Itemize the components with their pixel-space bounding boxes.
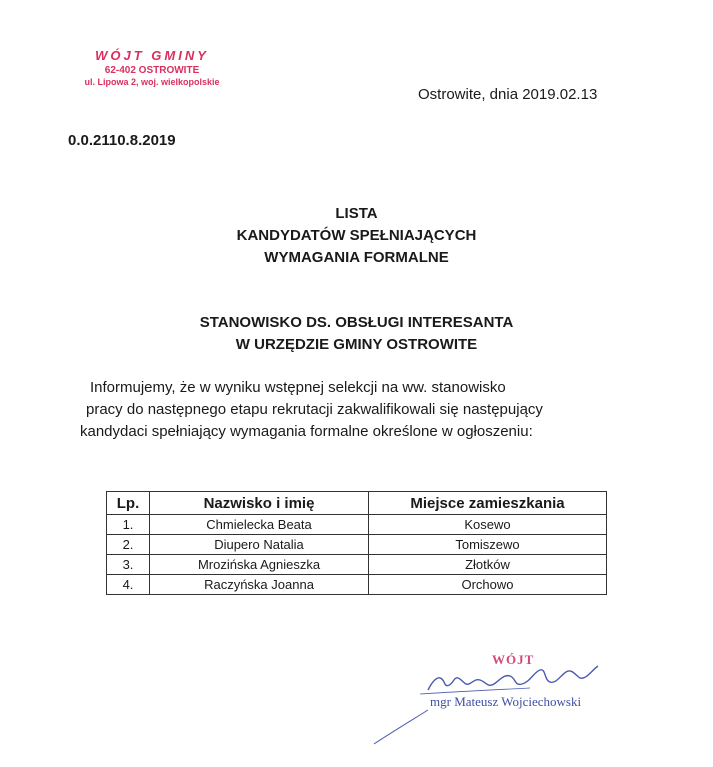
row-number: 1. xyxy=(107,515,150,535)
header-residence: Miejsce zamieszkania xyxy=(369,492,607,515)
title-line-2: KANDYDATÓW SPEŁNIAJĄCYCH xyxy=(236,227,477,244)
row-name: Raczyńska Joanna xyxy=(150,575,369,595)
row-residence: Złotków xyxy=(369,555,607,575)
row-number: 2. xyxy=(107,535,150,555)
title-line-1: LISTA xyxy=(335,205,378,222)
table-row xyxy=(107,515,607,535)
row-residence: Orchowo xyxy=(369,575,607,595)
row-number: 3. xyxy=(107,555,150,575)
stamp-postal: 62-402 OSTROWITE xyxy=(104,65,200,76)
header-lp: Lp. xyxy=(107,492,150,515)
intro-paragraph xyxy=(80,377,648,443)
stamp-address: ul. Lipowa 2, woj. wielkopolskie xyxy=(84,77,220,87)
row-name: Diupero Natalia xyxy=(150,535,369,555)
position-line-1: STANOWISKO DS. OBSŁUGI INTERESANTA xyxy=(199,314,514,331)
intro-line-1: Informujemy, że w wyniku wstępnej selekcji na ww. stanowisko xyxy=(90,379,506,396)
title-line-3: WYMAGANIA FORMALNE xyxy=(264,249,449,266)
candidates-table xyxy=(106,491,607,595)
row-name: Chmielecka Beata xyxy=(150,515,369,535)
signature-title: WÓJT xyxy=(492,652,535,667)
official-stamp xyxy=(52,48,252,87)
row-residence: Kosewo xyxy=(369,515,607,535)
position-title xyxy=(0,312,713,356)
position-line-2: W URZĘDZIE GMINY OSTROWITE xyxy=(235,336,478,353)
document-title xyxy=(0,203,713,269)
header-name: Nazwisko i imię xyxy=(150,492,369,515)
table-header-row xyxy=(107,492,607,515)
signature-stroke-icon xyxy=(372,708,432,748)
stamp-title: WÓJT GMINY xyxy=(95,48,209,63)
intro-line-2: pracy do następnego etapu rekrutacji zakwalifikowali się następujący xyxy=(86,401,543,418)
place-date: Ostrowite, dnia 2019.02.13 xyxy=(418,86,598,103)
row-name: Mrozińska Agnieszka xyxy=(150,555,369,575)
reference-number: 0.0.2110.8.2019 xyxy=(68,132,176,149)
intro-line-3: kandydaci spełniający wymagania formalne określone w ogłoszeniu: xyxy=(80,423,533,440)
table-row xyxy=(107,535,607,555)
signatory-name: mgr Mateusz Wojciechowski xyxy=(430,694,582,709)
table-row xyxy=(107,555,607,575)
row-residence: Tomiszewo xyxy=(369,535,607,555)
table-row xyxy=(107,575,607,595)
row-number: 4. xyxy=(107,575,150,595)
